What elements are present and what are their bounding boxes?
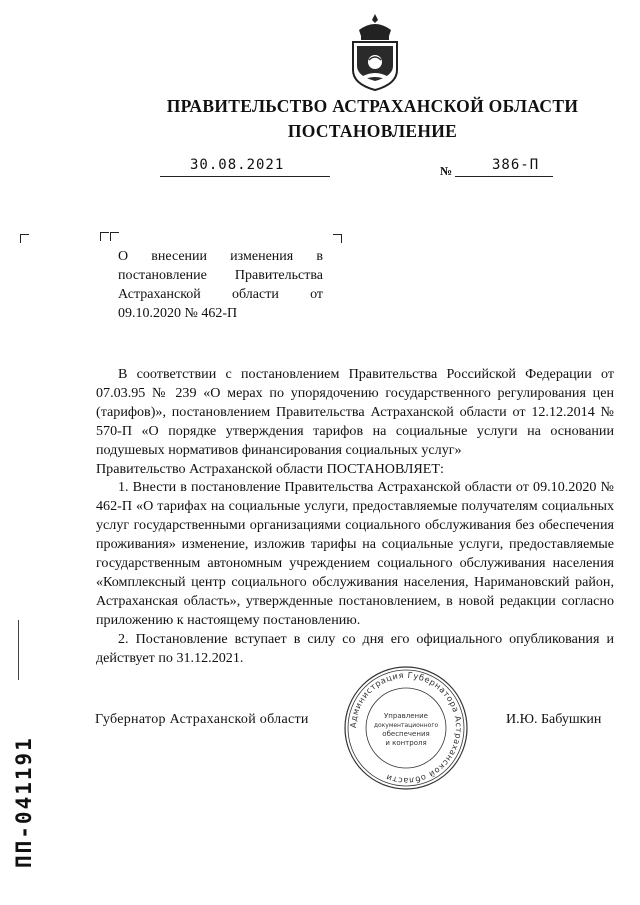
preamble-paragraph: В соответствии с постановлением Правительства Российской Федерации от 07.03.95 № 239 «О мерах по упорядочению государственного регулирования цен (тарифов)», постановлением Правительства Астраханской области от 12.12.2014 № 570-П «О порядке утверждения тарифов на социальные услуги на основании подушевых нормативов финансирования социальных услуг»: [96, 366, 614, 458]
stamp-ring-text: Администрация Губернатора Астраханской области: [347, 669, 465, 787]
signatory-name: И.Ю. Бабушкин: [506, 712, 602, 727]
corner-mark: [20, 234, 29, 243]
document-subject: О внесении изменения в постановление Правительства Астраханской области от 09.10.2020 № 462-П: [118, 249, 323, 321]
number-underline: [455, 176, 553, 177]
stamp-line: обеспечения: [382, 730, 430, 738]
number-label: №: [440, 164, 453, 178]
resolves-line: Правительство Астраханской области ПОСТАНОВЛЯЕТ:: [96, 460, 444, 477]
date-underline: [160, 176, 330, 177]
document-number: 386-П: [492, 157, 540, 173]
signatory-position: Губернатор Астраханской области: [95, 712, 309, 727]
item-1-paragraph: 1. Внести в постановление Правительства Астраханской области от 09.10.2020 № 462-П «О тарифах на социальные услуги, предоставляемые получателям социальных услуг государственными организациями социального обслуживания без обеспечения проживания» изменение, изложив тарифы на социальные услуги, предоставляемые государственным автономным учреждением социального обслуживания населения «Комплексный центр социального обслуживания населения, Наримановский район, Астраханская область», утвержденные постановлением, в новой редакции согласно приложению к настоящему постановлению.: [96, 479, 614, 628]
coat-of-arms-icon: [349, 12, 401, 92]
corner-mark: [100, 232, 109, 241]
corner-mark: [110, 232, 119, 241]
document-date: 30.08.2021: [190, 157, 285, 173]
stamp-line: и контроля: [385, 739, 427, 747]
document-type: ПОСТАНОВЛЕНИЕ: [287, 121, 458, 141]
margin-line: [18, 620, 19, 680]
stamp-line: Управление: [384, 712, 428, 720]
official-stamp: [342, 664, 470, 792]
item-2-paragraph: 2. Постановление вступает в силу со дня его официального опубликования и действует по 31.12.2021.: [96, 630, 614, 666]
stamp-line: документационного: [373, 722, 439, 729]
corner-mark: [333, 234, 342, 243]
government-title: ПРАВИТЕЛЬСТВО АСТРАХАНСКОЙ ОБЛАСТИ: [166, 96, 579, 116]
side-serial-number: ПП-041191: [12, 736, 36, 868]
document-body: [96, 365, 614, 668]
